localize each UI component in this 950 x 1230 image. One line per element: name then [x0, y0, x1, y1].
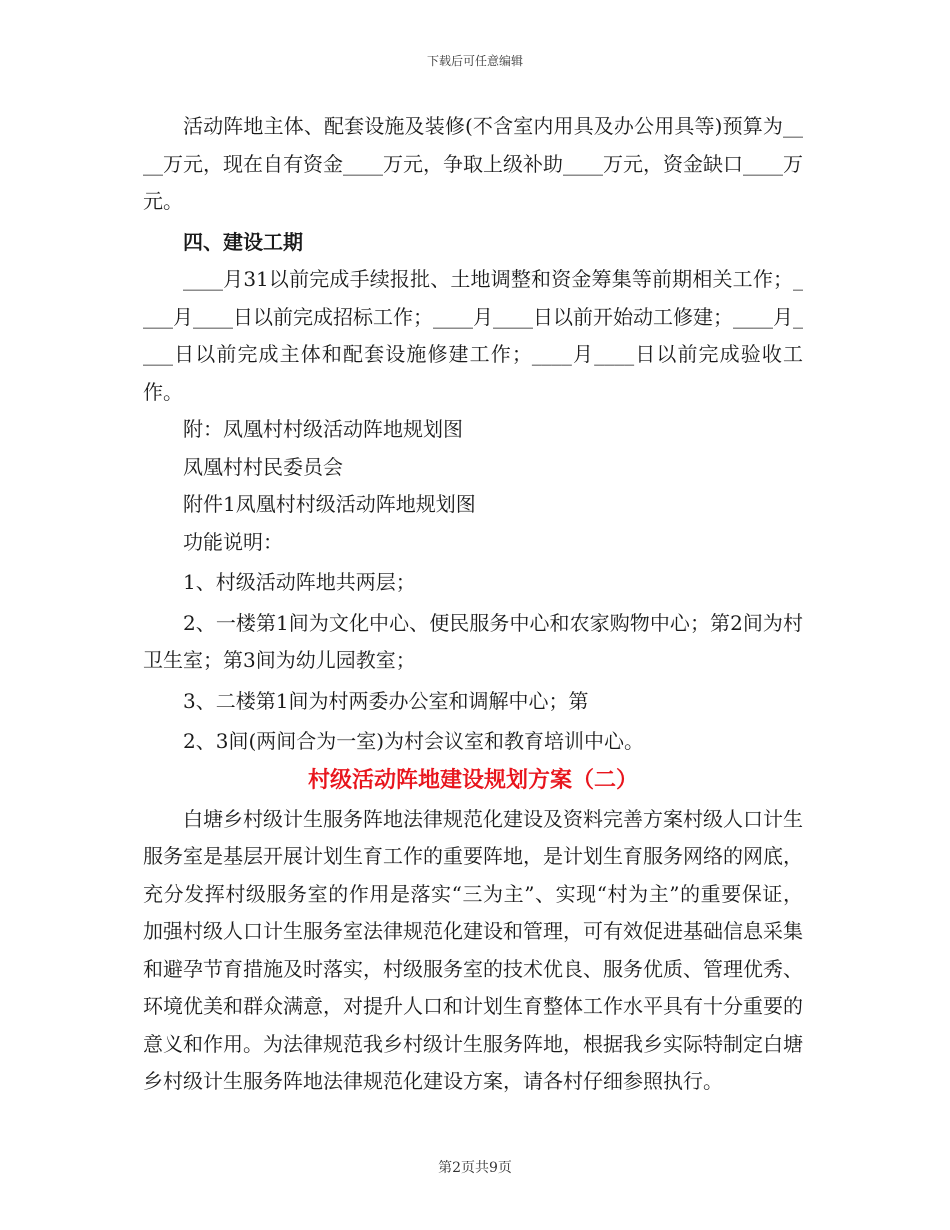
paragraph-attachment-1: 附件1凤凰村村级活动阵地规划图	[183, 492, 476, 516]
paragraph-item-1: 1、村级活动阵地共两层；	[183, 570, 416, 594]
paragraph-baitang-plan: 白塘乡村级计生服务阵地法律规范化建设及资料完善方案村级人口计生服务室是基层开展计划生育工作的重要阵地，是计划生育服务网络的网底，充分发挥村级服务室的作用是落实“三为主”、实现“村为主”的重要保证，加强村级人口计生服务室法律规范化建设和管理，可有效促进基础信息采集和避孕节育措施及时落实，村级服务室的技术优良、服务优质、管理优秀、环境优美和群众满意，对提升人口和计划生育整体工作水平具有十分重要的意义和作用。为法律规范我乡村级计生服务阵地，根据我乡实际特制定白塘乡村级计生服务阵地法律规范化建设方案，请各村仔细参照执行。	[143, 806, 803, 1093]
paragraph-item-4: 2、3间(两间合为一室)为村会议室和教育培训中心。	[183, 729, 645, 753]
paragraph-attachment-note: 附：凤凰村村级活动阵地规划图	[183, 417, 463, 441]
section-heading-schedule: 四、建设工期	[183, 229, 303, 254]
page-footer-number: 第2页共9页	[438, 1160, 512, 1176]
paragraph-item-3: 3、二楼第1间为村两委办公室和调解中心；第	[183, 688, 589, 713]
page-header-note: 下载后可任意编辑	[426, 54, 523, 68]
paragraph-item-2: 2、一楼第1间为文化中心、便民服务中心和农家购物中心；第2间为村卫生室；第3间为幼儿园教室；	[143, 610, 803, 672]
document-body	[143, 108, 803, 1101]
paragraph-function-label: 功能说明：	[183, 529, 283, 554]
paragraph-committee: 凤凰村村民委员会	[183, 454, 343, 479]
paragraph-budget: 活动阵地主体、配套设施及装修(不含室内用具及办公用具等)预算为____万元，现在自有资金____万元，争取上级补助____万元，资金缺口____万元。	[143, 114, 803, 213]
section-title-plan-2: 村级活动阵地建设规划方案（二）	[307, 767, 638, 793]
paragraph-schedule: ____月31以前完成手续报批、土地调整和资金筹集等前期相关工作；____月____日以前完成招标工作；____月____日以前开始动工修建；____月____日以前完成主体和配套设施修建工作；____月____日以前完成验收工作。	[143, 267, 803, 404]
